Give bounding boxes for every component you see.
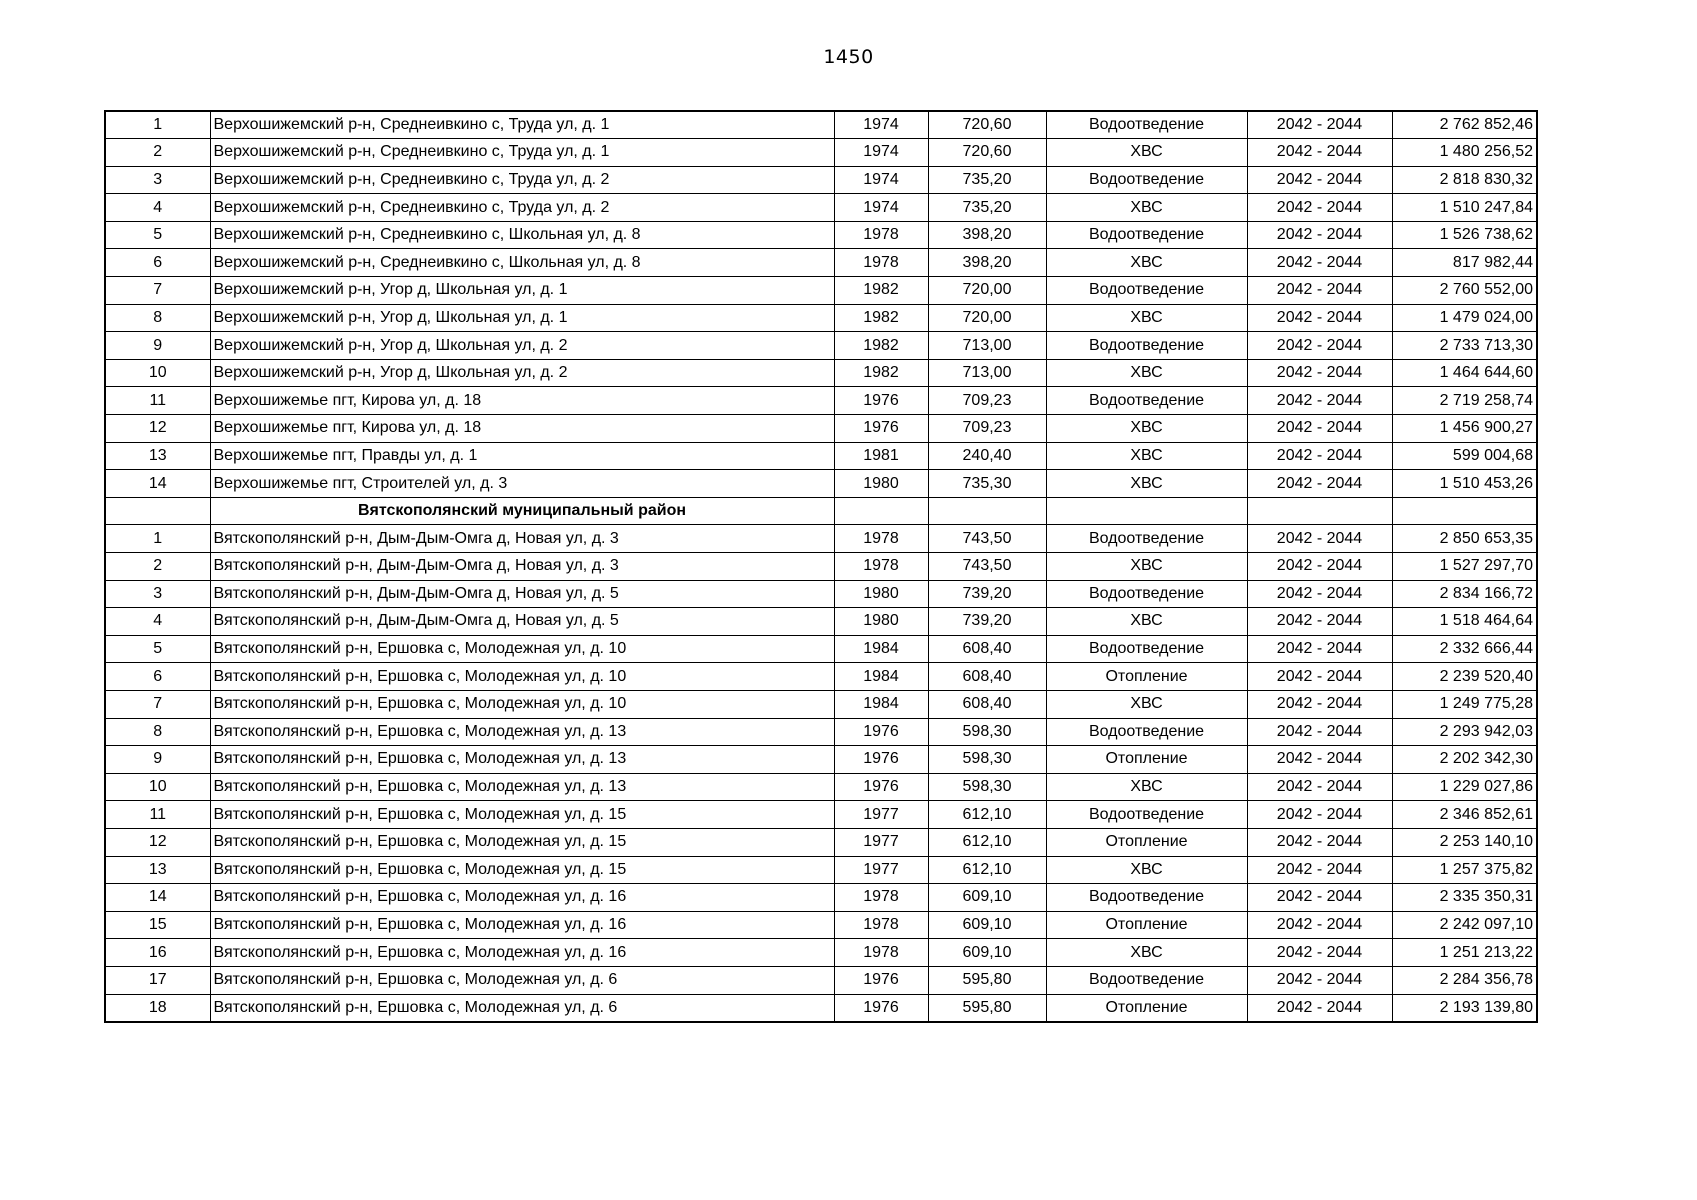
row-number: 6 <box>105 249 210 277</box>
address-cell: Вятскополянский р-н, Ершовка с, Молодежная ул, д. 13 <box>210 718 834 746</box>
address-cell: Вятскополянский р-н, Ершовка с, Молодежная ул, д. 13 <box>210 746 834 774</box>
table-row <box>105 166 1537 194</box>
area-cell: 720,00 <box>928 277 1046 305</box>
work-type-cell: Водоотведение <box>1046 801 1247 829</box>
area-cell: 612,10 <box>928 856 1046 884</box>
cost-cell: 2 242 097,10 <box>1392 911 1537 939</box>
table-row <box>105 690 1537 718</box>
work-type-cell: Водоотведение <box>1046 718 1247 746</box>
row-number: 2 <box>105 553 210 581</box>
area-cell: 608,40 <box>928 663 1046 691</box>
row-number: 3 <box>105 166 210 194</box>
row-number: 5 <box>105 221 210 249</box>
address-cell: Вятскополянский р-н, Ершовка с, Молодежная ул, д. 10 <box>210 663 834 691</box>
period-cell: 2042 - 2044 <box>1247 911 1392 939</box>
year-cell: 1978 <box>834 221 928 249</box>
year-cell: 1976 <box>834 773 928 801</box>
period-cell: 2042 - 2044 <box>1247 387 1392 415</box>
row-number: 11 <box>105 387 210 415</box>
year-cell: 1980 <box>834 608 928 636</box>
address-cell: Вятскополянский р-н, Дым-Дым-Омга д, Новая ул, д. 5 <box>210 580 834 608</box>
address-cell: Вятскополянский р-н, Дым-Дым-Омга д, Новая ул, д. 5 <box>210 608 834 636</box>
year-cell: 1976 <box>834 994 928 1022</box>
year-cell: 1984 <box>834 635 928 663</box>
cost-cell: 2 719 258,74 <box>1392 387 1537 415</box>
table-row <box>105 856 1537 884</box>
page-number: 1450 <box>823 46 874 68</box>
period-cell: 2042 - 2044 <box>1247 111 1392 139</box>
period-cell: 2042 - 2044 <box>1247 249 1392 277</box>
row-number: 6 <box>105 663 210 691</box>
year-cell: 1976 <box>834 387 928 415</box>
table-row <box>105 304 1537 332</box>
area-cell: 598,30 <box>928 773 1046 801</box>
row-number: 15 <box>105 911 210 939</box>
cost-cell: 1 510 247,84 <box>1392 194 1537 222</box>
table-row <box>105 608 1537 636</box>
year-cell: 1982 <box>834 359 928 387</box>
year-cell: 1977 <box>834 801 928 829</box>
table-row <box>105 939 1537 967</box>
address-cell: Верхошижемский р-н, Угор д, Школьная ул, д. 2 <box>210 359 834 387</box>
row-number: 1 <box>105 111 210 139</box>
work-type-cell: Водоотведение <box>1046 525 1247 553</box>
table-row <box>105 966 1537 994</box>
work-type-cell: Водоотведение <box>1046 332 1247 360</box>
address-cell: Вятскополянский р-н, Ершовка с, Молодежная ул, д. 15 <box>210 828 834 856</box>
address-cell: Вятскополянский р-н, Ершовка с, Молодежная ул, д. 16 <box>210 884 834 912</box>
cost-cell: 2 253 140,10 <box>1392 828 1537 856</box>
table-body <box>105 111 1537 1022</box>
period-cell: 2042 - 2044 <box>1247 718 1392 746</box>
address-cell: Верхошижемский р-н, Угор д, Школьная ул, д. 1 <box>210 277 834 305</box>
table-row <box>105 139 1537 167</box>
period-cell: 2042 - 2044 <box>1247 166 1392 194</box>
row-number: 13 <box>105 856 210 884</box>
area-cell: 598,30 <box>928 746 1046 774</box>
table-row <box>105 111 1537 139</box>
row-number: 8 <box>105 304 210 332</box>
table-row <box>105 470 1537 498</box>
work-type-cell: Отопление <box>1046 911 1247 939</box>
cost-cell: 1 257 375,82 <box>1392 856 1537 884</box>
period-cell: 2042 - 2044 <box>1247 442 1392 470</box>
row-number: 10 <box>105 359 210 387</box>
address-cell: Вятскополянский р-н, Ершовка с, Молодежная ул, д. 6 <box>210 966 834 994</box>
empty-cell <box>834 497 928 525</box>
period-cell: 2042 - 2044 <box>1247 884 1392 912</box>
cost-cell: 2 760 552,00 <box>1392 277 1537 305</box>
period-cell: 2042 - 2044 <box>1247 277 1392 305</box>
year-cell: 1981 <box>834 442 928 470</box>
cost-cell: 817 982,44 <box>1392 249 1537 277</box>
empty-cell <box>1392 497 1537 525</box>
period-cell: 2042 - 2044 <box>1247 359 1392 387</box>
cost-cell: 1 510 453,26 <box>1392 470 1537 498</box>
row-number: 10 <box>105 773 210 801</box>
table-row <box>105 332 1537 360</box>
row-number: 4 <box>105 608 210 636</box>
table-row <box>105 746 1537 774</box>
period-cell: 2042 - 2044 <box>1247 139 1392 167</box>
year-cell: 1978 <box>834 911 928 939</box>
year-cell: 1974 <box>834 194 928 222</box>
area-cell: 735,20 <box>928 194 1046 222</box>
row-number: 17 <box>105 966 210 994</box>
area-cell: 743,50 <box>928 525 1046 553</box>
work-type-cell: ХВС <box>1046 415 1247 443</box>
cost-cell: 2 346 852,61 <box>1392 801 1537 829</box>
table-row <box>105 442 1537 470</box>
year-cell: 1974 <box>834 139 928 167</box>
period-cell: 2042 - 2044 <box>1247 194 1392 222</box>
cost-cell: 2 733 713,30 <box>1392 332 1537 360</box>
table-row <box>105 525 1537 553</box>
area-cell: 612,10 <box>928 801 1046 829</box>
cost-cell: 2 284 356,78 <box>1392 966 1537 994</box>
row-number: 7 <box>105 277 210 305</box>
area-cell: 735,20 <box>928 166 1046 194</box>
period-cell: 2042 - 2044 <box>1247 470 1392 498</box>
cost-cell: 1 518 464,64 <box>1392 608 1537 636</box>
row-number: 16 <box>105 939 210 967</box>
table-row <box>105 911 1537 939</box>
work-type-cell: ХВС <box>1046 939 1247 967</box>
row-number: 5 <box>105 635 210 663</box>
row-number: 8 <box>105 718 210 746</box>
cost-cell: 1 249 775,28 <box>1392 690 1537 718</box>
table-row <box>105 221 1537 249</box>
period-cell: 2042 - 2044 <box>1247 966 1392 994</box>
work-type-cell: Водоотведение <box>1046 580 1247 608</box>
address-cell: Верхошижемский р-н, Среднеивкино с, Школьная ул, д. 8 <box>210 249 834 277</box>
row-number: 1 <box>105 525 210 553</box>
year-cell: 1984 <box>834 663 928 691</box>
year-cell: 1974 <box>834 111 928 139</box>
cost-cell: 2 332 666,44 <box>1392 635 1537 663</box>
period-cell: 2042 - 2044 <box>1247 939 1392 967</box>
work-type-cell: Отопление <box>1046 663 1247 691</box>
work-type-cell: ХВС <box>1046 553 1247 581</box>
area-cell: 713,00 <box>928 332 1046 360</box>
work-type-cell: Отопление <box>1046 994 1247 1022</box>
work-type-cell: ХВС <box>1046 194 1247 222</box>
year-cell: 1974 <box>834 166 928 194</box>
work-type-cell: Водоотведение <box>1046 884 1247 912</box>
work-type-cell: Водоотведение <box>1046 387 1247 415</box>
table-row <box>105 801 1537 829</box>
address-cell: Верхошижемский р-н, Среднеивкино с, Труда ул, д. 2 <box>210 194 834 222</box>
area-cell: 595,80 <box>928 966 1046 994</box>
period-cell: 2042 - 2044 <box>1247 801 1392 829</box>
row-number: 3 <box>105 580 210 608</box>
work-type-cell: Водоотведение <box>1046 277 1247 305</box>
row-number: 7 <box>105 690 210 718</box>
area-cell: 720,60 <box>928 111 1046 139</box>
year-cell: 1978 <box>834 249 928 277</box>
row-number: 9 <box>105 746 210 774</box>
address-cell: Верхошижемье пгт, Кирова ул, д. 18 <box>210 415 834 443</box>
year-cell: 1978 <box>834 525 928 553</box>
area-cell: 608,40 <box>928 690 1046 718</box>
area-cell: 713,00 <box>928 359 1046 387</box>
period-cell: 2042 - 2044 <box>1247 856 1392 884</box>
cost-cell: 2 335 350,31 <box>1392 884 1537 912</box>
table-row <box>105 277 1537 305</box>
work-type-cell: Водоотведение <box>1046 635 1247 663</box>
address-cell: Вятскополянский р-н, Ершовка с, Молодежная ул, д. 15 <box>210 801 834 829</box>
cost-cell: 1 229 027,86 <box>1392 773 1537 801</box>
row-number: 12 <box>105 828 210 856</box>
period-cell: 2042 - 2044 <box>1247 332 1392 360</box>
empty-cell <box>105 497 210 525</box>
table-row <box>105 994 1537 1022</box>
area-cell: 735,30 <box>928 470 1046 498</box>
year-cell: 1976 <box>834 746 928 774</box>
cost-cell: 1 251 213,22 <box>1392 939 1537 967</box>
cost-cell: 2 850 653,35 <box>1392 525 1537 553</box>
section-row <box>105 497 1537 525</box>
period-cell: 2042 - 2044 <box>1247 828 1392 856</box>
address-cell: Вятскополянский р-н, Ершовка с, Молодежная ул, д. 13 <box>210 773 834 801</box>
address-cell: Вятскополянский р-н, Ершовка с, Молодежная ул, д. 6 <box>210 994 834 1022</box>
area-cell: 743,50 <box>928 553 1046 581</box>
address-cell: Вятскополянский р-н, Ершовка с, Молодежная ул, д. 10 <box>210 635 834 663</box>
area-cell: 598,30 <box>928 718 1046 746</box>
year-cell: 1980 <box>834 580 928 608</box>
cost-cell: 2 818 830,32 <box>1392 166 1537 194</box>
address-cell: Вятскополянский р-н, Ершовка с, Молодежная ул, д. 15 <box>210 856 834 884</box>
period-cell: 2042 - 2044 <box>1247 608 1392 636</box>
work-type-cell: ХВС <box>1046 442 1247 470</box>
address-cell: Верхошижемский р-н, Среднеивкино с, Труда ул, д. 1 <box>210 139 834 167</box>
period-cell: 2042 - 2044 <box>1247 994 1392 1022</box>
work-type-cell: Водоотведение <box>1046 221 1247 249</box>
year-cell: 1984 <box>834 690 928 718</box>
work-type-cell: ХВС <box>1046 608 1247 636</box>
row-number: 11 <box>105 801 210 829</box>
cost-cell: 1 526 738,62 <box>1392 221 1537 249</box>
address-cell: Верхошижемье пгт, Правды ул, д. 1 <box>210 442 834 470</box>
work-type-cell: ХВС <box>1046 856 1247 884</box>
table-row <box>105 359 1537 387</box>
cost-cell: 1 480 256,52 <box>1392 139 1537 167</box>
table-row <box>105 718 1537 746</box>
table-row <box>105 884 1537 912</box>
year-cell: 1980 <box>834 470 928 498</box>
cost-cell: 1 479 024,00 <box>1392 304 1537 332</box>
work-type-cell: Водоотведение <box>1046 166 1247 194</box>
address-cell: Вятскополянский р-н, Ершовка с, Молодежная ул, д. 16 <box>210 911 834 939</box>
table-row <box>105 773 1537 801</box>
area-cell: 398,20 <box>928 221 1046 249</box>
address-cell: Вятскополянский р-н, Ершовка с, Молодежная ул, д. 16 <box>210 939 834 967</box>
row-number: 2 <box>105 139 210 167</box>
address-cell: Верхошижемский р-н, Угор д, Школьная ул, д. 2 <box>210 332 834 360</box>
work-type-cell: ХВС <box>1046 359 1247 387</box>
cost-cell: 1 456 900,27 <box>1392 415 1537 443</box>
area-cell: 398,20 <box>928 249 1046 277</box>
table-row <box>105 194 1537 222</box>
table-row <box>105 828 1537 856</box>
address-cell: Верхошижемье пгт, Кирова ул, д. 18 <box>210 387 834 415</box>
work-type-cell: ХВС <box>1046 690 1247 718</box>
area-cell: 595,80 <box>928 994 1046 1022</box>
cost-cell: 599 004,68 <box>1392 442 1537 470</box>
cost-cell: 1 464 644,60 <box>1392 359 1537 387</box>
period-cell: 2042 - 2044 <box>1247 221 1392 249</box>
address-cell: Верхошижемье пгт, Строителей ул, д. 3 <box>210 470 834 498</box>
cost-cell: 2 239 520,40 <box>1392 663 1537 691</box>
cost-cell: 2 293 942,03 <box>1392 718 1537 746</box>
period-cell: 2042 - 2044 <box>1247 304 1392 332</box>
period-cell: 2042 - 2044 <box>1247 580 1392 608</box>
row-number: 4 <box>105 194 210 222</box>
year-cell: 1976 <box>834 718 928 746</box>
cost-cell: 2 762 852,46 <box>1392 111 1537 139</box>
work-type-cell: ХВС <box>1046 470 1247 498</box>
address-cell: Вятскополянский р-н, Дым-Дым-Омга д, Новая ул, д. 3 <box>210 553 834 581</box>
section-title: Вятскополянский муниципальный район <box>210 497 834 525</box>
work-type-cell: ХВС <box>1046 304 1247 332</box>
area-cell: 609,10 <box>928 911 1046 939</box>
area-cell: 739,20 <box>928 608 1046 636</box>
area-cell: 609,10 <box>928 884 1046 912</box>
period-cell: 2042 - 2044 <box>1247 690 1392 718</box>
row-number: 18 <box>105 994 210 1022</box>
row-number: 14 <box>105 884 210 912</box>
work-type-cell: ХВС <box>1046 773 1247 801</box>
row-number: 13 <box>105 442 210 470</box>
area-cell: 720,60 <box>928 139 1046 167</box>
work-type-cell: ХВС <box>1046 139 1247 167</box>
year-cell: 1976 <box>834 966 928 994</box>
period-cell: 2042 - 2044 <box>1247 525 1392 553</box>
year-cell: 1982 <box>834 332 928 360</box>
row-number: 9 <box>105 332 210 360</box>
area-cell: 720,00 <box>928 304 1046 332</box>
empty-cell <box>1247 497 1392 525</box>
cost-cell: 2 834 166,72 <box>1392 580 1537 608</box>
address-cell: Верхошижемский р-н, Угор д, Школьная ул, д. 1 <box>210 304 834 332</box>
period-cell: 2042 - 2044 <box>1247 415 1392 443</box>
cost-cell: 2 202 342,30 <box>1392 746 1537 774</box>
work-type-cell: ХВС <box>1046 249 1247 277</box>
table-row <box>105 635 1537 663</box>
year-cell: 1982 <box>834 277 928 305</box>
work-type-cell: Водоотведение <box>1046 111 1247 139</box>
area-cell: 709,23 <box>928 415 1046 443</box>
period-cell: 2042 - 2044 <box>1247 746 1392 774</box>
row-number: 14 <box>105 470 210 498</box>
year-cell: 1978 <box>834 939 928 967</box>
row-number: 12 <box>105 415 210 443</box>
area-cell: 609,10 <box>928 939 1046 967</box>
area-cell: 608,40 <box>928 635 1046 663</box>
table-row <box>105 553 1537 581</box>
table-row <box>105 249 1537 277</box>
address-cell: Верхошижемский р-н, Среднеивкино с, Труда ул, д. 1 <box>210 111 834 139</box>
period-cell: 2042 - 2044 <box>1247 773 1392 801</box>
work-type-cell: Водоотведение <box>1046 966 1247 994</box>
year-cell: 1978 <box>834 884 928 912</box>
address-cell: Верхошижемский р-н, Среднеивкино с, Труда ул, д. 2 <box>210 166 834 194</box>
area-cell: 709,23 <box>928 387 1046 415</box>
address-cell: Вятскополянский р-н, Дым-Дым-Омга д, Новая ул, д. 3 <box>210 525 834 553</box>
year-cell: 1978 <box>834 553 928 581</box>
area-cell: 739,20 <box>928 580 1046 608</box>
empty-cell <box>1046 497 1247 525</box>
repair-schedule-table <box>104 110 1538 1023</box>
year-cell: 1977 <box>834 828 928 856</box>
work-type-cell: Отопление <box>1046 746 1247 774</box>
table-row <box>105 580 1537 608</box>
year-cell: 1982 <box>834 304 928 332</box>
area-cell: 240,40 <box>928 442 1046 470</box>
period-cell: 2042 - 2044 <box>1247 663 1392 691</box>
cost-cell: 1 527 297,70 <box>1392 553 1537 581</box>
period-cell: 2042 - 2044 <box>1247 553 1392 581</box>
table-row <box>105 387 1537 415</box>
table-row <box>105 663 1537 691</box>
year-cell: 1976 <box>834 415 928 443</box>
table-row <box>105 415 1537 443</box>
period-cell: 2042 - 2044 <box>1247 635 1392 663</box>
year-cell: 1977 <box>834 856 928 884</box>
address-cell: Верхошижемский р-н, Среднеивкино с, Школьная ул, д. 8 <box>210 221 834 249</box>
cost-cell: 2 193 139,80 <box>1392 994 1537 1022</box>
work-type-cell: Отопление <box>1046 828 1247 856</box>
empty-cell <box>928 497 1046 525</box>
area-cell: 612,10 <box>928 828 1046 856</box>
address-cell: Вятскополянский р-н, Ершовка с, Молодежная ул, д. 10 <box>210 690 834 718</box>
